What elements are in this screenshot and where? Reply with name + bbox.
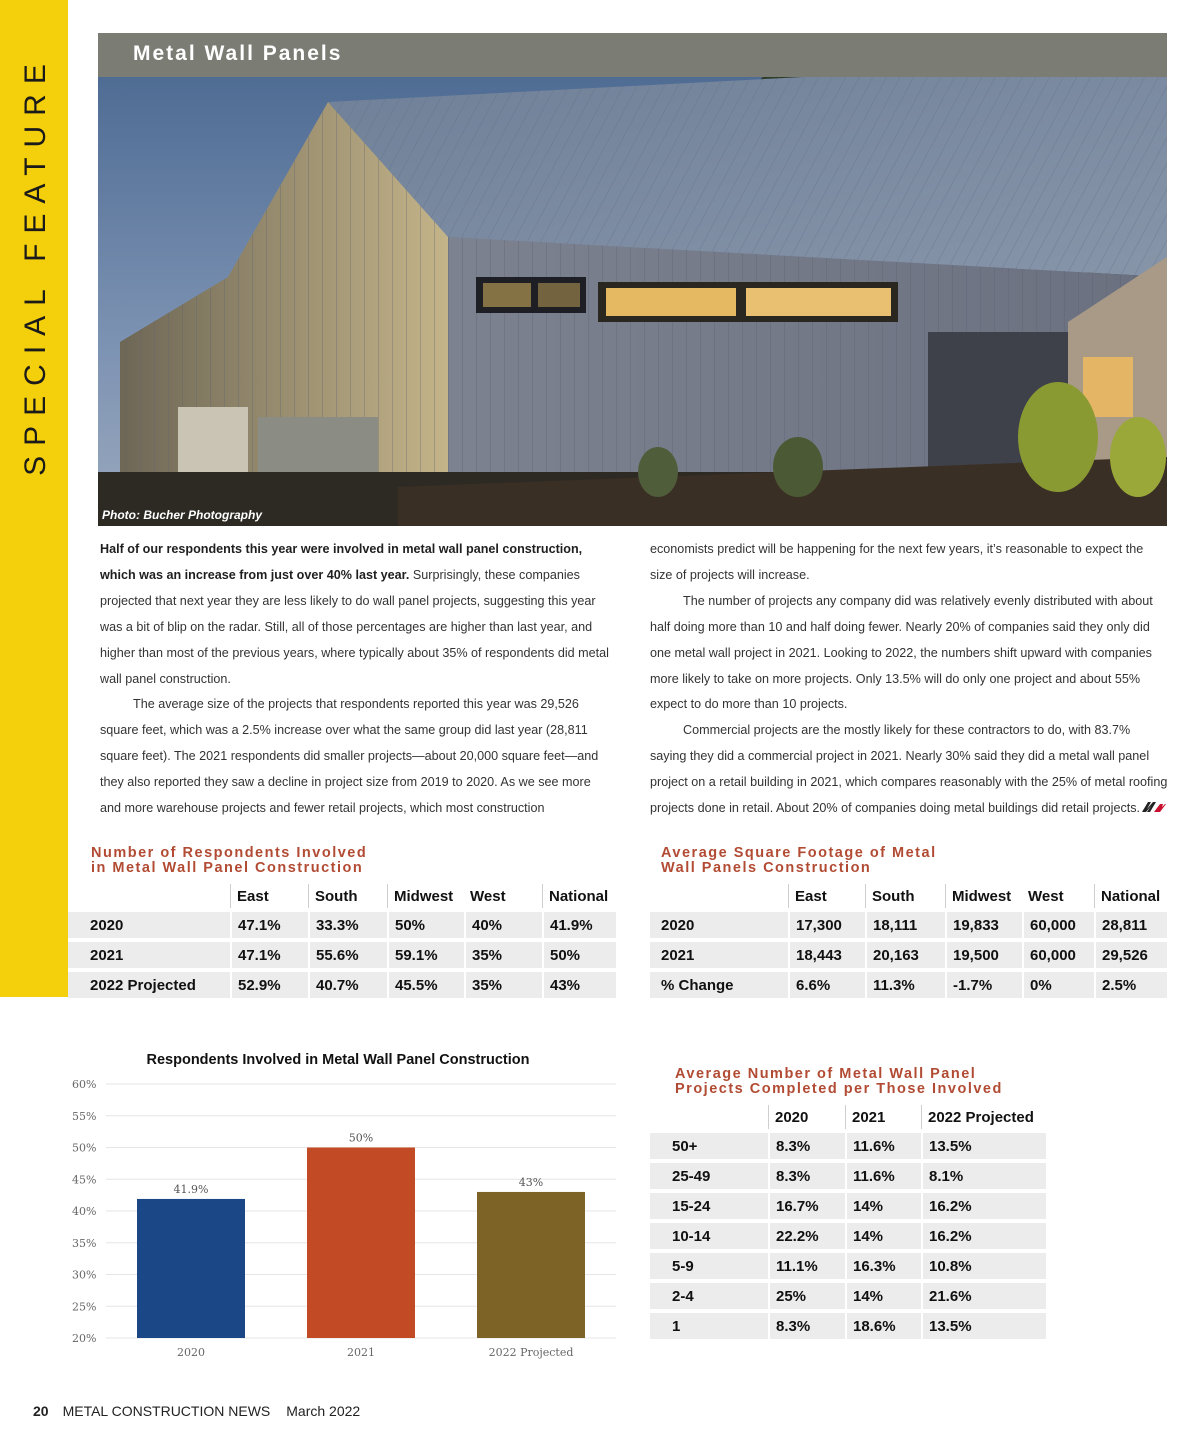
table-row bbox=[650, 1313, 1046, 1339]
table-row bbox=[650, 912, 1167, 938]
table-cell: 50% bbox=[387, 912, 464, 938]
row-label: 10-14 bbox=[650, 1223, 768, 1249]
building-illustration bbox=[98, 77, 1167, 526]
table-cell: 8.1% bbox=[921, 1163, 1046, 1189]
table-cell: 19,833 bbox=[945, 912, 1022, 938]
table-cell: 60,000 bbox=[1022, 912, 1094, 938]
table-cell: 60,000 bbox=[1022, 942, 1094, 968]
table-cell: 52.9% bbox=[230, 972, 308, 998]
table-cell: 33.3% bbox=[308, 912, 387, 938]
table-cell: 59.1% bbox=[387, 942, 464, 968]
chart-bar bbox=[137, 1199, 245, 1338]
chart-xtick-label: 2021 bbox=[347, 1346, 375, 1359]
table-cell: 11.6% bbox=[845, 1133, 921, 1159]
table-header-cell: Midwest bbox=[387, 884, 464, 908]
table-header-row bbox=[650, 884, 1167, 908]
row-label: 2021 bbox=[650, 942, 788, 968]
chart-ytick-label: 60% bbox=[72, 1078, 97, 1091]
table-cell: 40% bbox=[464, 912, 542, 938]
row-label: 2021 bbox=[68, 942, 230, 968]
article-paragraph-3: economists predict will be happening for the next few years, it’s reasonable to expect the size of projects will increase. bbox=[650, 542, 1144, 582]
table-cell: 14% bbox=[845, 1223, 921, 1249]
chart-ytick-label: 30% bbox=[72, 1268, 97, 1282]
table-cell: 35% bbox=[464, 972, 542, 998]
article-right-column bbox=[650, 537, 1168, 822]
photo-credit: Photo: Bucher Photography bbox=[102, 508, 262, 522]
table-header-cell: West bbox=[1028, 887, 1064, 905]
table-cell: 18,111 bbox=[865, 912, 945, 938]
article-paragraph-5-text: Commercial projects are the mostly likely for these contractors to do, with 83.7% saying they did a commercial project in 2021. Nearly 30% said they did a metal wall panel project on a retail building in 2021, which compares reasonably with the 25% of metal roofing projects done in retail. About 20% of companies doing metal buildings did retail projects. bbox=[650, 723, 1168, 816]
table-header-cell: 2022 Projected bbox=[921, 1105, 1046, 1129]
table-cell: 14% bbox=[845, 1193, 921, 1219]
table-cell: 10.8% bbox=[921, 1253, 1046, 1279]
table-header-cell: National bbox=[1094, 884, 1167, 908]
section-header bbox=[98, 33, 1167, 77]
table-cell: 16.2% bbox=[921, 1193, 1046, 1219]
chart-ytick-label: 20% bbox=[72, 1332, 97, 1345]
table-cell: 47.1% bbox=[230, 912, 308, 938]
chart-ytick-label: 35% bbox=[72, 1236, 97, 1250]
projects-table bbox=[650, 1101, 1046, 1343]
table-row bbox=[68, 972, 616, 998]
chart-bar bbox=[477, 1192, 585, 1338]
table-header-row bbox=[68, 884, 616, 908]
sidebar-label: SPECIAL FEATURE bbox=[19, 54, 52, 476]
projects-table-title-line1: Average Number of Metal Wall Panel bbox=[675, 1066, 977, 1082]
table-row bbox=[68, 942, 616, 968]
chart-canvas bbox=[68, 1040, 628, 1370]
chart-xtick-label: 2022 Projected bbox=[488, 1346, 574, 1359]
sqft-table-title-line1: Average Square Footage of Metal bbox=[661, 845, 937, 861]
table-header-cell: South bbox=[308, 884, 387, 908]
chart-xtick-label: 2020 bbox=[177, 1346, 205, 1359]
table-cell: 16.3% bbox=[845, 1253, 921, 1279]
sqft-table-title bbox=[661, 846, 937, 876]
respondents-table-title-line1: Number of Respondents Involved bbox=[91, 845, 368, 861]
table-cell: 8.3% bbox=[768, 1313, 845, 1339]
table-header-row bbox=[650, 1105, 1046, 1129]
row-label: 25-49 bbox=[650, 1163, 768, 1189]
table-row bbox=[650, 1253, 1046, 1279]
mcn-logo-icon bbox=[1140, 800, 1166, 814]
projects-table-title-line2: Projects Completed per Those Involved bbox=[675, 1081, 1003, 1097]
table-cell: 40.7% bbox=[308, 972, 387, 998]
table-row bbox=[650, 972, 1167, 998]
table-cell: 11.6% bbox=[845, 1163, 921, 1189]
sqft-table bbox=[650, 880, 1167, 1002]
table-cell: -1.7% bbox=[945, 972, 1022, 998]
table-cell: 41.9% bbox=[542, 912, 616, 938]
article-paragraph-1 bbox=[100, 537, 612, 692]
table-cell: 18,443 bbox=[788, 942, 865, 968]
table-header-cell: Midwest bbox=[945, 884, 1022, 908]
row-label: 50+ bbox=[650, 1133, 768, 1159]
table-header-cell bbox=[650, 884, 788, 908]
table-cell: 28,811 bbox=[1094, 912, 1167, 938]
table-cell: 25% bbox=[768, 1283, 845, 1309]
article-paragraph-2: The average size of the projects that respondents reported this year was 29,526 square feet, which was a 2.5% increase over what the same group did last year (28,811 square feet). The 2021 respondents did smaller projects—about 20,000 square feet—and they also reported they saw a decline in project size from 2019 to 2020. As we see more and more warehouse projects and fewer retail projects, which most construction bbox=[100, 697, 599, 816]
table-row bbox=[650, 1223, 1046, 1249]
table-row bbox=[650, 942, 1167, 968]
table-cell: 16.7% bbox=[768, 1193, 845, 1219]
table-cell: 13.5% bbox=[921, 1133, 1046, 1159]
article-paragraph-5 bbox=[650, 718, 1168, 822]
page-footer bbox=[33, 1403, 360, 1419]
row-label: 5-9 bbox=[650, 1253, 768, 1279]
chart-data-label: 41.9% bbox=[173, 1182, 209, 1196]
table-header-cell: National bbox=[542, 884, 616, 908]
table-cell: 0% bbox=[1022, 972, 1094, 998]
table-header-cell bbox=[650, 1105, 768, 1129]
table-cell: 35% bbox=[464, 942, 542, 968]
row-label: % Change bbox=[650, 972, 788, 998]
table-row bbox=[650, 1193, 1046, 1219]
chart-bar bbox=[307, 1148, 415, 1339]
article-lead: Half of our respondents this year were involved in metal wall panel construction, which was an increase from just over 40% last year. bbox=[100, 542, 583, 582]
table-cell: 55.6% bbox=[308, 942, 387, 968]
building-photo bbox=[98, 77, 1167, 526]
table-row bbox=[650, 1133, 1046, 1159]
sqft-table-title-line2: Wall Panels Construction bbox=[661, 860, 872, 876]
row-label: 2022 Projected bbox=[68, 972, 230, 998]
row-label: 1 bbox=[650, 1313, 768, 1339]
table-cell: 29,526 bbox=[1094, 942, 1167, 968]
chart-ytick-label: 45% bbox=[72, 1173, 97, 1187]
table-row bbox=[650, 1163, 1046, 1189]
table-header-cell: East bbox=[788, 884, 865, 908]
chart-ytick-label: 55% bbox=[72, 1109, 97, 1123]
table-header-cell bbox=[68, 884, 230, 908]
chart-title: Respondents Involved in Metal Wall Panel Construction bbox=[146, 1052, 530, 1068]
table-cell: 19,500 bbox=[945, 942, 1022, 968]
table-cell: 11.3% bbox=[865, 972, 945, 998]
table-cell: 20,163 bbox=[865, 942, 945, 968]
publication-name: METAL CONSTRUCTION NEWS bbox=[62, 1403, 271, 1419]
chart-ytick-label: 40% bbox=[72, 1205, 97, 1218]
chart-ytick-label: 50% bbox=[72, 1141, 97, 1155]
table-header-cell: 2020 bbox=[768, 1105, 845, 1129]
table-cell: 47.1% bbox=[230, 942, 308, 968]
chart-data-label: 50% bbox=[348, 1131, 374, 1145]
table-cell: 17,300 bbox=[788, 912, 865, 938]
row-label: 15-24 bbox=[650, 1193, 768, 1219]
row-label: 2-4 bbox=[650, 1283, 768, 1309]
respondents-table-title-line2: in Metal Wall Panel Construction bbox=[91, 860, 364, 876]
table-cell: 18.6% bbox=[845, 1313, 921, 1339]
table-cell: 21.6% bbox=[921, 1283, 1046, 1309]
table-header-cell: East bbox=[230, 884, 308, 908]
chart-data-label: 43% bbox=[518, 1175, 544, 1189]
article-paragraph-1-text: Surprisingly, these companies projected that next year they are less likely to do wall panel projects, suggesting this year was a bit of blip on the radar. Still, all of those percentages are higher than last year, and higher than most of the previous years, where typically about 35% of respondents did metal wall panel construction. bbox=[100, 567, 609, 686]
table-cell: 45.5% bbox=[387, 972, 464, 998]
table-cell: 11.1% bbox=[768, 1253, 845, 1279]
table-header-cell: South bbox=[865, 884, 945, 908]
issue-date: March 2022 bbox=[286, 1403, 361, 1419]
table-cell: 14% bbox=[845, 1283, 921, 1309]
page-number: 20 bbox=[33, 1403, 49, 1419]
section-title: Metal Wall Panels bbox=[133, 42, 343, 65]
article-left-column bbox=[100, 537, 612, 822]
article-paragraph-4: The number of projects any company did was relatively evenly distributed with about half doing more than 10 and half doing fewer. Nearly 20% of companies said they only did one metal wall project in 2021. Looking to 2022, the numbers shift upward with companies more likely to take on more projects. Only 13.5% will do only one project and about 55% expect to do more than 10 projects. bbox=[650, 593, 1153, 712]
table-header-cell: West bbox=[470, 887, 506, 905]
table-cell: 50% bbox=[542, 942, 616, 968]
projects-table-title bbox=[675, 1067, 1003, 1097]
table-cell: 16.2% bbox=[921, 1223, 1046, 1249]
respondents-table bbox=[68, 880, 616, 1002]
table-cell: 8.3% bbox=[768, 1133, 845, 1159]
row-label: 2020 bbox=[68, 912, 230, 938]
chart-ytick-label: 25% bbox=[72, 1300, 97, 1314]
respondents-bar-chart bbox=[68, 1040, 628, 1370]
table-header-cell: 2021 bbox=[845, 1105, 921, 1129]
table-cell: 22.2% bbox=[768, 1223, 845, 1249]
respondents-table-title bbox=[91, 846, 367, 876]
table-cell: 6.6% bbox=[788, 972, 865, 998]
row-label: 2020 bbox=[650, 912, 788, 938]
table-row bbox=[68, 912, 616, 938]
special-feature-sidebar bbox=[0, 0, 68, 997]
table-cell: 43% bbox=[542, 972, 616, 998]
table-cell: 13.5% bbox=[921, 1313, 1046, 1339]
table-cell: 2.5% bbox=[1094, 972, 1167, 998]
table-row bbox=[650, 1283, 1046, 1309]
table-cell: 8.3% bbox=[768, 1163, 845, 1189]
